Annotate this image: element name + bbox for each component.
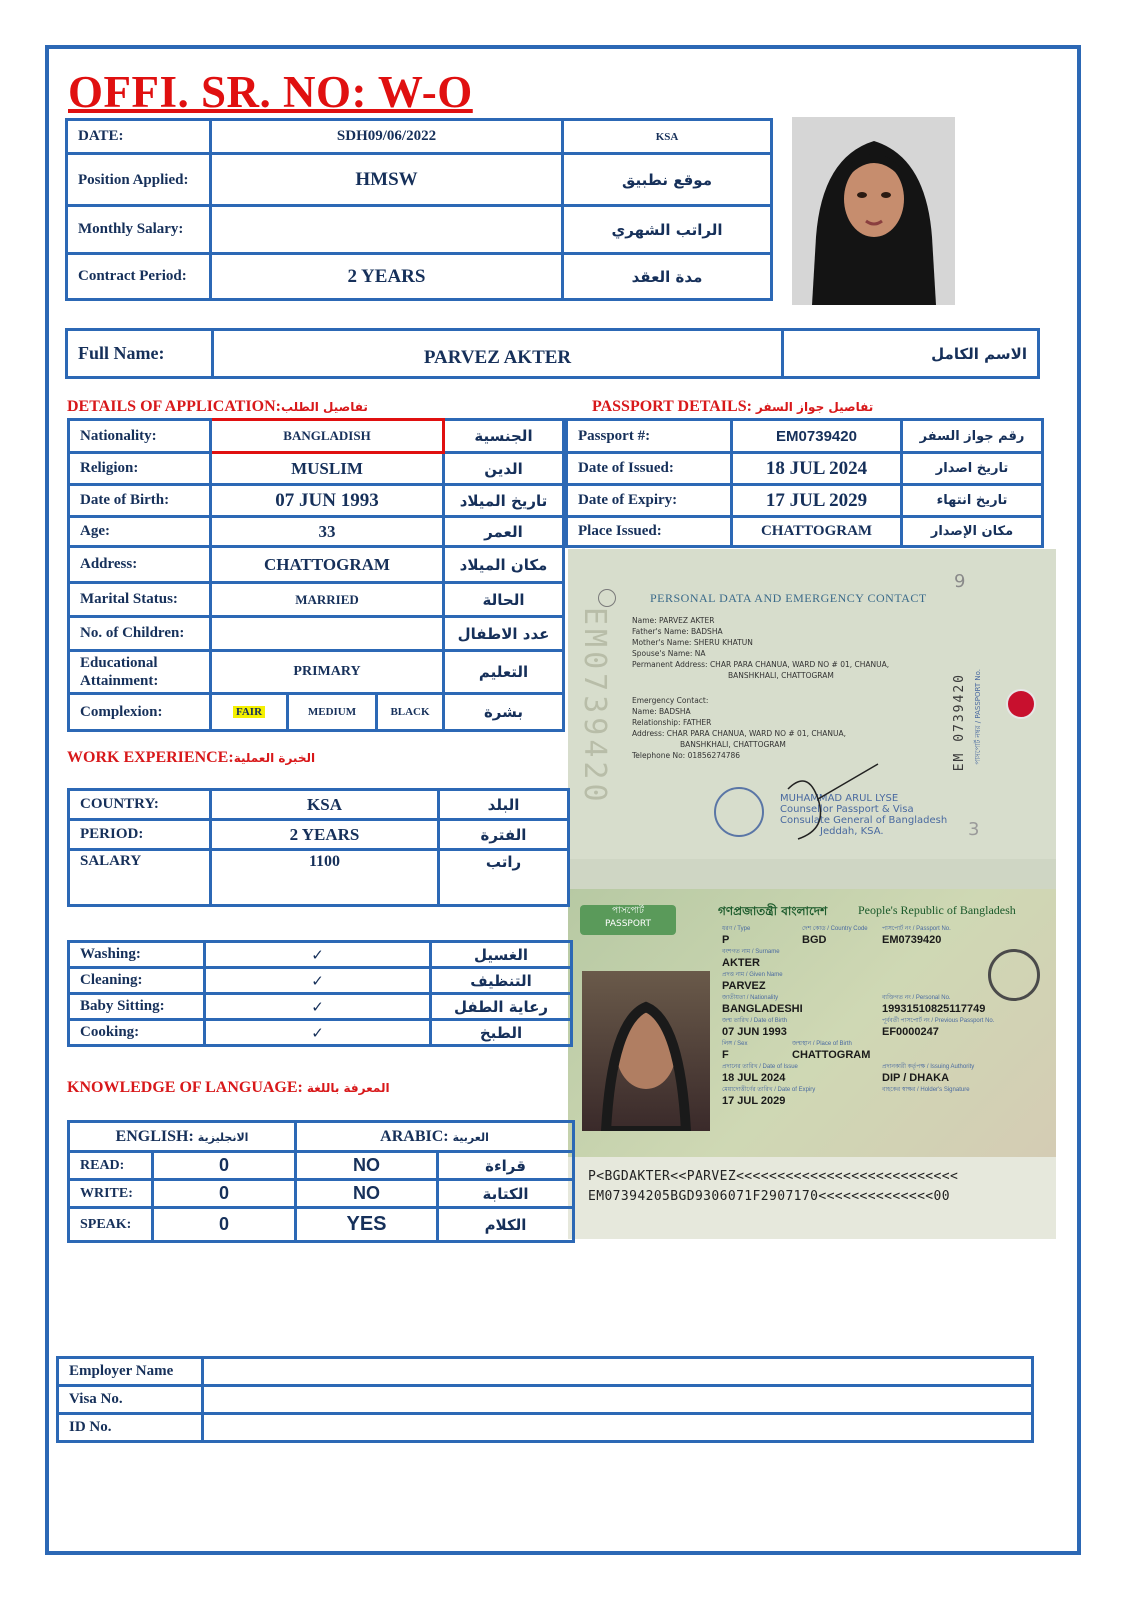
passport-scan — [568, 549, 1056, 1239]
complexion-medium: MEDIUM — [289, 695, 378, 729]
employer-name-label: Employer Name — [58, 1358, 203, 1386]
employer-name-value — [203, 1358, 1033, 1386]
salary-label: Monthly Salary: — [67, 206, 211, 254]
data-fields — [722, 923, 1042, 1107]
perforated-number: EM0739420 — [577, 607, 612, 806]
data-page-header-english: People's Republic of Bangladesh — [858, 903, 1016, 917]
passport-no-label: Passport #: — [567, 420, 732, 453]
side-passport-number: EM 0739420 — [952, 673, 967, 772]
english-label: ENGLISH: — [115, 1127, 194, 1145]
field-given-name: প্রদত্ত নাম / Given Name PARVEZ — [722, 972, 783, 992]
application-section-heading — [67, 398, 368, 416]
speak-arabic: YES — [296, 1208, 438, 1242]
work-section-label: WORK EXPERIENCE: — [67, 749, 234, 766]
id-no-label: ID No. — [58, 1414, 203, 1442]
nationality-label: Nationality: — [69, 420, 211, 453]
read-arabic-label: ﻗﺮاءة — [438, 1152, 574, 1180]
page-marker-icon — [598, 589, 616, 607]
religion-arabic: اﻟﺪﻳﻦ — [444, 453, 564, 485]
employer-table — [56, 1356, 1034, 1443]
consulate-seal-icon — [714, 787, 764, 837]
complexion-black: BLACK — [390, 706, 430, 718]
contract-label: Contract Period: — [67, 254, 211, 300]
passport-section-label: PASSPORT DETAILS: — [592, 398, 752, 415]
english-arabic: اﻻﻧﺠﻠﻴﺰﻳﺔ — [197, 1130, 249, 1144]
place-issued-label: Place Issued: — [567, 517, 732, 547]
work-section-heading — [67, 749, 315, 767]
religion-value: MUSLIM — [211, 453, 444, 485]
emergency-line: Relationship: FATHER — [632, 718, 712, 727]
speak-label: SPEAK: — [69, 1208, 153, 1242]
page-number-top: 9 — [954, 571, 966, 592]
work-country-arabic: اﻟﺒﻠﺪ — [439, 790, 569, 820]
address-label: Address: — [69, 547, 211, 583]
field-sex: লিঙ্গ / Sex F — [722, 1041, 748, 1061]
position-value: HMSW — [211, 154, 563, 206]
field-holder-signature: বাহকের স্বাক্ষর / Holder's Signature — [882, 1087, 970, 1093]
speak-arabic-label: اﻟﻜﻼم — [438, 1208, 574, 1242]
id-no-value — [203, 1414, 1033, 1442]
work-country-value: KSA — [211, 790, 439, 820]
salary-value — [211, 206, 563, 254]
issue-date-label: Date of Issued: — [567, 453, 732, 485]
personal-line: Name: PARVEZ AKTER — [632, 616, 715, 625]
issue-date-value: 18 JUL 2024 — [732, 453, 902, 485]
emergency-line: Address: CHAR PARA CHANUA, WARD NO # 01, CHANUA, — [632, 729, 846, 738]
address-arabic: ﻣﻜﺎن اﻟﻤﻴﻼد — [444, 547, 564, 583]
education-arabic: اﻟﺘﻌﻠﻴﻢ — [444, 651, 564, 694]
application-section-label: DETAILS OF APPLICATION: — [67, 398, 281, 415]
field-previous-passport: পূর্ববর্তী পাসপোর্ট নং / Previous Passport No. EF0000247 — [882, 1018, 995, 1038]
age-value: 33 — [211, 517, 444, 547]
field-type: ধরণ / Type P — [722, 926, 751, 946]
dob-value: 07 JUN 1993 — [211, 485, 444, 517]
skill-cooking-arabic: اﻟﻄﺒﺦ — [431, 1020, 572, 1046]
skill-washing-label: Washing: — [69, 942, 205, 968]
complexion-options — [211, 694, 444, 731]
passport-no-value: EM0739420 — [732, 420, 902, 453]
field-place-of-birth: জন্মস্থান / Place of Birth CHATTOGRAM — [792, 1041, 871, 1061]
language-section-arabic: اﻟﻤﻌﺮﻓﺔ ﺑﺎﻟﻠﻐﺔ — [306, 1081, 390, 1095]
speak-english: 0 — [153, 1208, 296, 1242]
passport-no-arabic: رﻗﻢ ﺟﻮاز اﻟﺴﻔﺮ — [902, 420, 1043, 453]
emergency-line: Name: BADSHA — [632, 707, 691, 716]
arabic-label: ARABIC: — [380, 1127, 449, 1145]
personal-data-block — [632, 615, 952, 681]
complexion-label: Complexion: — [69, 694, 211, 731]
visa-no-value — [203, 1386, 1033, 1414]
skill-babysitting-label: Baby Sitting: — [69, 994, 205, 1020]
data-fields-grid — [722, 923, 1042, 946]
place-issued-value: CHATTOGRAM — [732, 517, 902, 547]
passport-photo — [582, 971, 710, 1131]
skill-babysitting-check-icon: ✓ — [205, 994, 431, 1020]
marital-value: MARRIED — [211, 583, 444, 617]
passport-data-page — [568, 889, 1056, 1239]
stamp-line: Consulate General of Bangladesh — [780, 815, 948, 826]
complexion-fair — [212, 695, 289, 729]
arabic-header — [296, 1122, 574, 1152]
skill-cooking-check-icon: ✓ — [205, 1020, 431, 1046]
side-passport-label: পাসপোর্ট নম্বর / PASSPORT No. — [974, 669, 982, 765]
dob-arabic: ﺗﺎرﻳﺦ اﻟﻤﻴﻼد — [444, 485, 564, 517]
full-name-table — [65, 328, 1040, 379]
english-header — [69, 1122, 296, 1152]
age-label: Age: — [69, 517, 211, 547]
emergency-line: Emergency Contact: — [632, 696, 709, 705]
data-page-header-bengali: গণপ্রজাতন্ত্রী বাংলাদেশ — [718, 904, 828, 918]
country-value: KSA — [563, 120, 772, 154]
contract-value: 2 YEARS — [211, 254, 563, 300]
write-english: 0 — [153, 1180, 296, 1208]
language-section-label: KNOWLEDGE OF LANGUAGE: — [67, 1079, 303, 1096]
field-date-of-expiry: মেয়াদোত্তীর্ণের তারিখ / Date of Expiry 17 JUL 2029 — [722, 1087, 816, 1107]
signature-mark — [778, 759, 898, 859]
passport-section-arabic: ﺗﻔﺎﺻﻴﻞ ﺟﻮاز اﻟﺴﻔﺮ — [755, 400, 874, 414]
personal-line: Spouse's Name: NA — [632, 649, 706, 658]
page-title: OFFI. SR. NO: W-O — [68, 67, 473, 117]
passport-personal-page — [568, 549, 1056, 859]
language-section-heading — [67, 1079, 390, 1097]
salary-arabic: اﻟﺮاﺗﺐ اﻟﺸﻬﺮي — [563, 206, 772, 254]
address-value: CHATTOGRAM — [211, 547, 444, 583]
field-date-of-birth: জন্ম তারিখ / Date of Birth 07 JUN 1993 — [722, 1018, 788, 1038]
children-arabic: ﻋﺪد اﻻﻃﻔﺎل — [444, 617, 564, 651]
dob-label: Date of Birth: — [69, 485, 211, 517]
nationality-value: BANGLADISH — [211, 420, 444, 453]
work-period-arabic: اﻟﻔﺘﺮة — [439, 820, 569, 850]
skill-cleaning-label: Cleaning: — [69, 968, 205, 994]
field-country-code: দেশ কোড / Country Code BGD — [802, 926, 868, 946]
stamp-line: Jeddah, KSA. — [820, 826, 884, 837]
application-table — [67, 418, 565, 732]
work-experience-table — [67, 788, 570, 907]
field-nationality: জাতীয়তা / Nationality BANGLADESHI — [722, 995, 803, 1015]
passport-seal-icon — [988, 949, 1040, 1001]
mrz-line-2: EM07394205BGD9306071F2907170<<<<<<<<<<<<<<00 — [588, 1189, 950, 1204]
passport-badge — [580, 905, 676, 935]
write-arabic-label: اﻟﻜﺘﺎﺑﺔ — [438, 1180, 574, 1208]
skill-cooking-label: Cooking: — [69, 1020, 205, 1046]
personal-page-title: PERSONAL DATA AND EMERGENCY CONTACT — [650, 591, 927, 605]
expiry-date-arabic: ﺗﺎرﻳﺦ اﻧﺘﻬﺎء — [902, 485, 1043, 517]
expiry-date-value: 17 JUL 2029 — [732, 485, 902, 517]
marital-arabic: اﻟﺤﺎﻟﺔ — [444, 583, 564, 617]
work-period-value: 2 YEARS — [211, 820, 439, 850]
work-country-label: COUNTRY: — [69, 790, 211, 820]
badge-bengali: পাসপোর্ট — [612, 906, 644, 916]
position-label: Position Applied: — [67, 154, 211, 206]
passport-section-heading — [592, 398, 873, 416]
skill-cleaning-check-icon: ✓ — [205, 968, 431, 994]
date-label: DATE: — [67, 120, 211, 154]
skill-babysitting-arabic: رﻋﺎﻳﺔ اﻟﻄﻔﻞ — [431, 994, 572, 1020]
contract-arabic: ﻣﺪة اﻟﻌﻘﺪ — [563, 254, 772, 300]
mrz-line-1: P<BGDAKTER<<PARVEZ<<<<<<<<<<<<<<<<<<<<<<<<<<< — [588, 1169, 959, 1184]
write-label: WRITE: — [69, 1180, 153, 1208]
skills-table — [67, 940, 573, 1047]
visa-no-label: Visa No. — [58, 1386, 203, 1414]
mrz-zone — [568, 1157, 1056, 1239]
field-issuing-authority: প্রদানকারী কর্তৃপক্ষ / Issuing Authority DIP / DHAKA — [882, 1064, 975, 1084]
field-personal-no: ব্যক্তিগত নং / Personal No. 19931510825117749 — [882, 995, 986, 1015]
field-passport-no: পাসপোর্ট নং / Passport No. EM0739420 — [882, 926, 951, 946]
application-section-arabic: ﺗﻔﺎﺻﻴﻞ اﻟﻄﻠﺐ — [280, 400, 368, 414]
emblem-icon — [1006, 689, 1036, 719]
arabic-arabic: اﻟﻌﺮﺑﻴﺔ — [452, 1130, 489, 1144]
emergency-line: Telephone No: 01856274786 — [632, 751, 741, 760]
skill-washing-check-icon: ✓ — [205, 942, 431, 968]
skill-washing-arabic: اﻟﻐﺴﻴﻞ — [431, 942, 572, 968]
personal-line: Father's Name: BADSHA — [632, 627, 723, 636]
data-fields-grid-4 — [722, 1061, 1042, 1107]
read-english: 0 — [153, 1152, 296, 1180]
complexion-fair-label: FAIR — [233, 706, 265, 718]
personal-line: BANSHKHALI, CHATTOGRAM — [728, 671, 834, 680]
work-salary-value: 1100 — [211, 850, 439, 906]
children-label: No. of Children: — [69, 617, 211, 651]
language-table — [67, 1120, 575, 1243]
children-value — [211, 617, 444, 651]
emergency-contact-block — [632, 695, 952, 761]
emergency-line: BANSHKHALI, CHATTOGRAM — [680, 740, 786, 749]
full-name-value: PARVEZ AKTER — [213, 330, 783, 378]
work-period-label: PERIOD: — [69, 820, 211, 850]
data-fields-grid-2 — [722, 992, 1042, 1038]
religion-label: Religion: — [69, 453, 211, 485]
applicant-photo — [792, 117, 955, 305]
stamp-line: MUHAMMAD ARUL LYSE — [780, 793, 899, 804]
work-salary-arabic: راﺗﺐ — [439, 850, 569, 906]
issue-date-arabic: ﺗﺎرﻳﺦ اﺻﺪار — [902, 453, 1043, 485]
personal-line: Permanent Address: CHAR PARA CHANUA, WARD NO # 01, CHANUA, — [632, 660, 890, 669]
full-name-label: Full Name: — [67, 330, 213, 378]
badge-english: PASSPORT — [604, 919, 652, 929]
field-date-of-issue: প্রদানের তারিখ / Date of Issue 18 JUL 2024 — [722, 1064, 798, 1084]
skill-cleaning-arabic: اﻟﺘﻨﻈﻴﻒ — [431, 968, 572, 994]
position-arabic: موﻗﻊ ﻧﻄﺒﻴﻖ — [563, 154, 772, 206]
passport-table — [565, 418, 1044, 548]
page-number-side: 3 — [968, 819, 980, 840]
read-label: READ: — [69, 1152, 153, 1180]
education-label: Educational Attainment: — [69, 651, 211, 694]
stamp-line: Counsellor Passport & Visa — [780, 804, 914, 815]
expiry-date-label: Date of Expiry: — [567, 485, 732, 517]
place-issued-arabic: ﻣﻜﺎن اﻹﺻﺪار — [902, 517, 1043, 547]
education-value: PRIMARY — [211, 651, 444, 694]
work-section-arabic: اﻟﺨﺒﺮة اﻟﻌﻤﻠﻴﺔ — [233, 751, 316, 765]
data-fields-grid-3 — [722, 1038, 1042, 1061]
date-value: SDH09/06/2022 — [211, 120, 563, 154]
nationality-arabic: اﻟﺠﻨﺴﻴﺔ — [444, 420, 564, 453]
read-arabic: NO — [296, 1152, 438, 1180]
position-table — [65, 118, 773, 301]
age-arabic: اﻟﻌﻤﺮ — [444, 517, 564, 547]
field-surname: বংশগত নাম / Surname AKTER — [722, 949, 780, 969]
full-name-arabic: اﻻﺳﻢ اﻟﻜﺎﻣﻞ — [783, 330, 1039, 378]
complexion-arabic: ﺑﺸﺮة — [444, 694, 564, 731]
marital-label: Marital Status: — [69, 583, 211, 617]
write-arabic: NO — [296, 1180, 438, 1208]
personal-line: Mother's Name: SHERU KHATUN — [632, 638, 753, 647]
work-salary-label: SALARY — [69, 850, 211, 906]
